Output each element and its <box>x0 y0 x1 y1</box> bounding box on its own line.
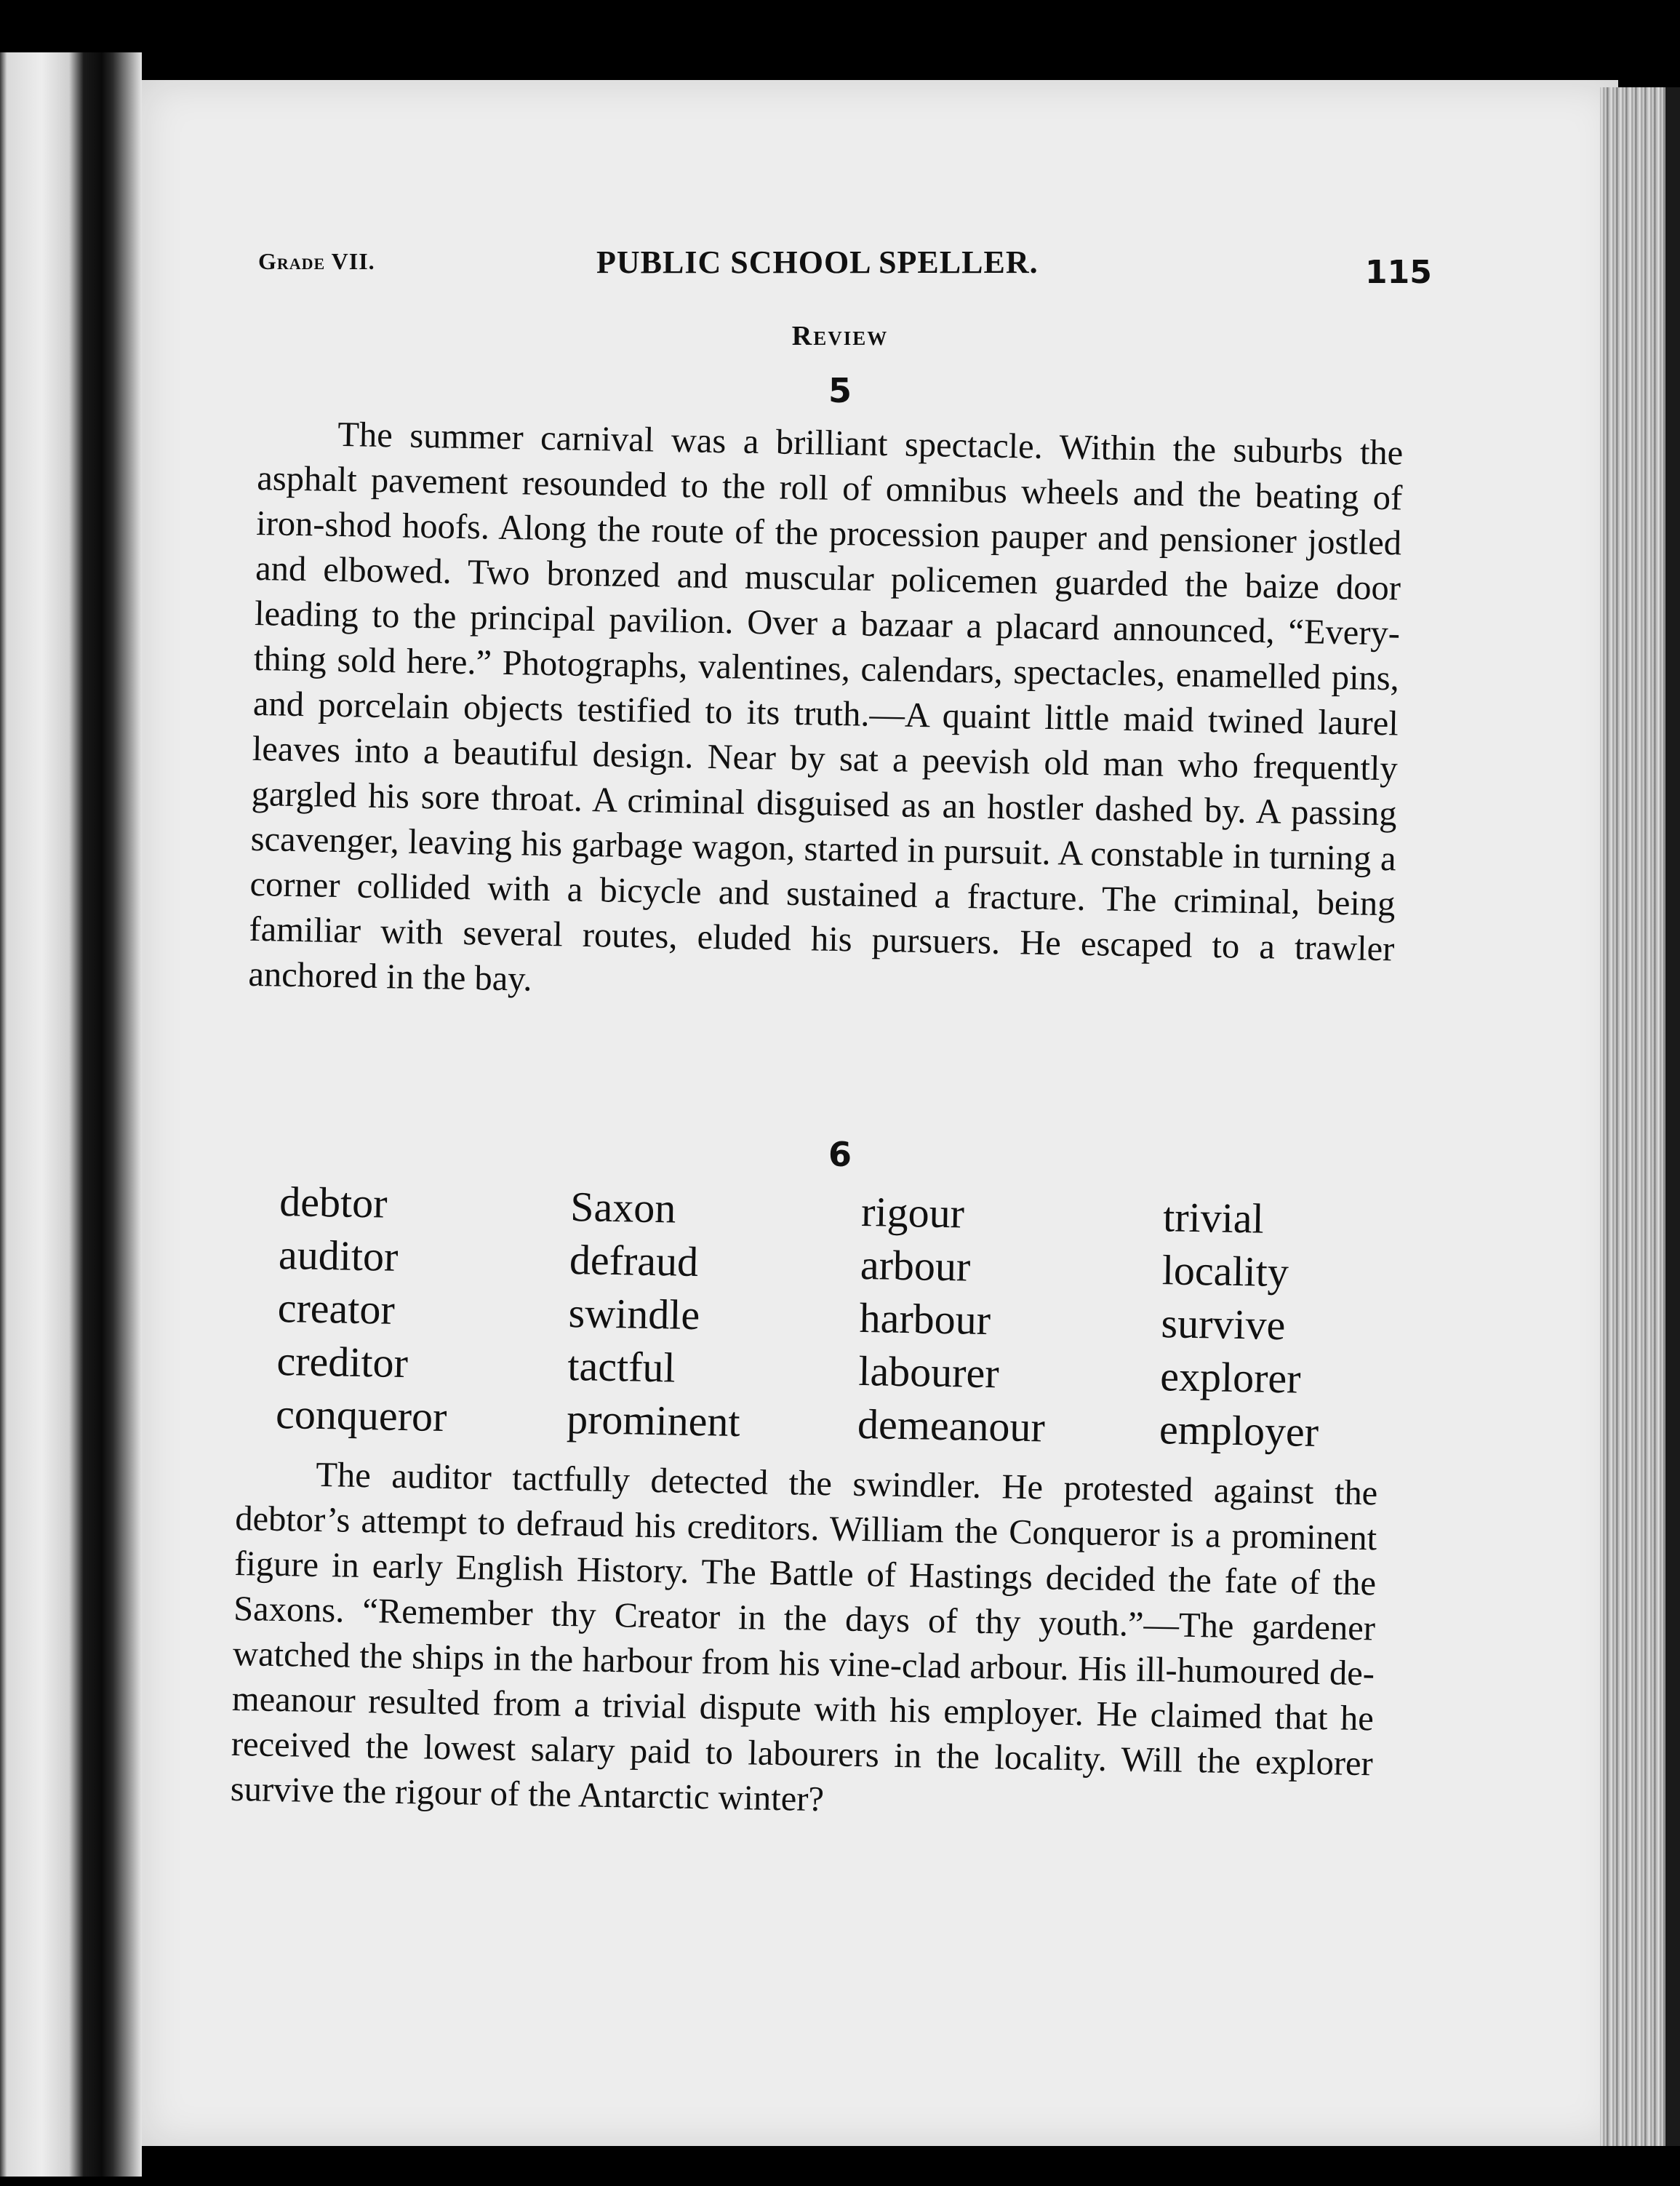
spelling-word: explorer <box>1159 1352 1302 1403</box>
spelling-word: trivial <box>1162 1193 1265 1242</box>
review-paragraph-6: The auditor tactfully detected the swindler. He protested against the debtor’s attempt to defraud his creditors. William the Conqueror is a prominent figure in early English History. The Battle of Hastings decided the fate of the Saxons. “Remember thy Creator in the days of thy youth.”—The gardener watched the ships in the harbour from his vine-clad arbour. His ill-humoured de-meanour resulted from a trivial dispute with his employer. He claimed that he received the lowest salary paid to labourers in the locality. Will the explorer survive the rigour of the Antarctic winter? <box>230 1455 1378 1819</box>
spelling-word: conqueror <box>275 1389 447 1441</box>
spelling-word: survive <box>1161 1299 1286 1349</box>
spelling-word: swindle <box>568 1288 700 1339</box>
book-title: PUBLIC SCHOOL SPELLER. <box>596 244 1039 280</box>
running-head <box>258 244 1432 291</box>
spelling-word: debtor <box>279 1177 388 1227</box>
spelling-word: tactful <box>567 1341 676 1392</box>
word-column-1 <box>276 1175 451 1443</box>
spelling-word: Saxon <box>569 1182 676 1232</box>
spelling-word: labourer <box>857 1347 1000 1397</box>
word-column-2 <box>567 1180 745 1448</box>
grade-label: Grade VII. <box>258 248 375 274</box>
part-number-6: 6 <box>828 1135 852 1174</box>
spelling-word: harbour <box>859 1293 991 1344</box>
word-column-3 <box>857 1185 1049 1453</box>
word-column-4 <box>1159 1190 1322 1459</box>
spelling-word: rigour <box>860 1187 965 1237</box>
spelling-word: creditor <box>276 1336 409 1387</box>
spelling-word-list <box>275 1175 1415 1478</box>
spelling-word: employer <box>1159 1405 1319 1456</box>
spelling-word: demeanour <box>857 1400 1046 1451</box>
page-number: 115 <box>1365 254 1432 291</box>
review-paragraph-5: The summer carnival was a brilliant spectacle. Within the suburbs the asphalt pavement resounded to the roll of omnibus wheels and the beating of iron-shod hoofs. Along the route of the procession pauper and pensioner jostled and elbowed. Two bronzed and muscular policemen guarded the baize door leading to the principal pavilion. Over a bazaar a placard announced, “Every-thing sold here.” Photographs, valentines, calendars, spectacles, enamelled pins, and porcelain objects testified to its truth.—A quaint little maid twined laurel leaves into a beautiful design. Near by sat a peevish old man who frequently gargled his sore throat. A criminal disguised as an hostler dashed by. A passing scavenger, leaving his garbage wagon, started in pursuit. A constable in turning a corner collided with a bicycle and sustained a fracture. The criminal, being familiar with several routes, eluded his pursuers. He escaped to a trawler anchored in the bay. <box>248 415 1404 999</box>
spelling-word: defraud <box>569 1235 699 1286</box>
section-title: Review <box>791 321 889 351</box>
spelling-word: creator <box>277 1283 396 1333</box>
part-number-5: 5 <box>828 371 852 410</box>
spelling-word: locality <box>1161 1246 1289 1296</box>
spelling-word: prominent <box>566 1395 741 1446</box>
spelling-word: auditor <box>278 1230 399 1280</box>
spelling-word: arbour <box>860 1240 971 1291</box>
